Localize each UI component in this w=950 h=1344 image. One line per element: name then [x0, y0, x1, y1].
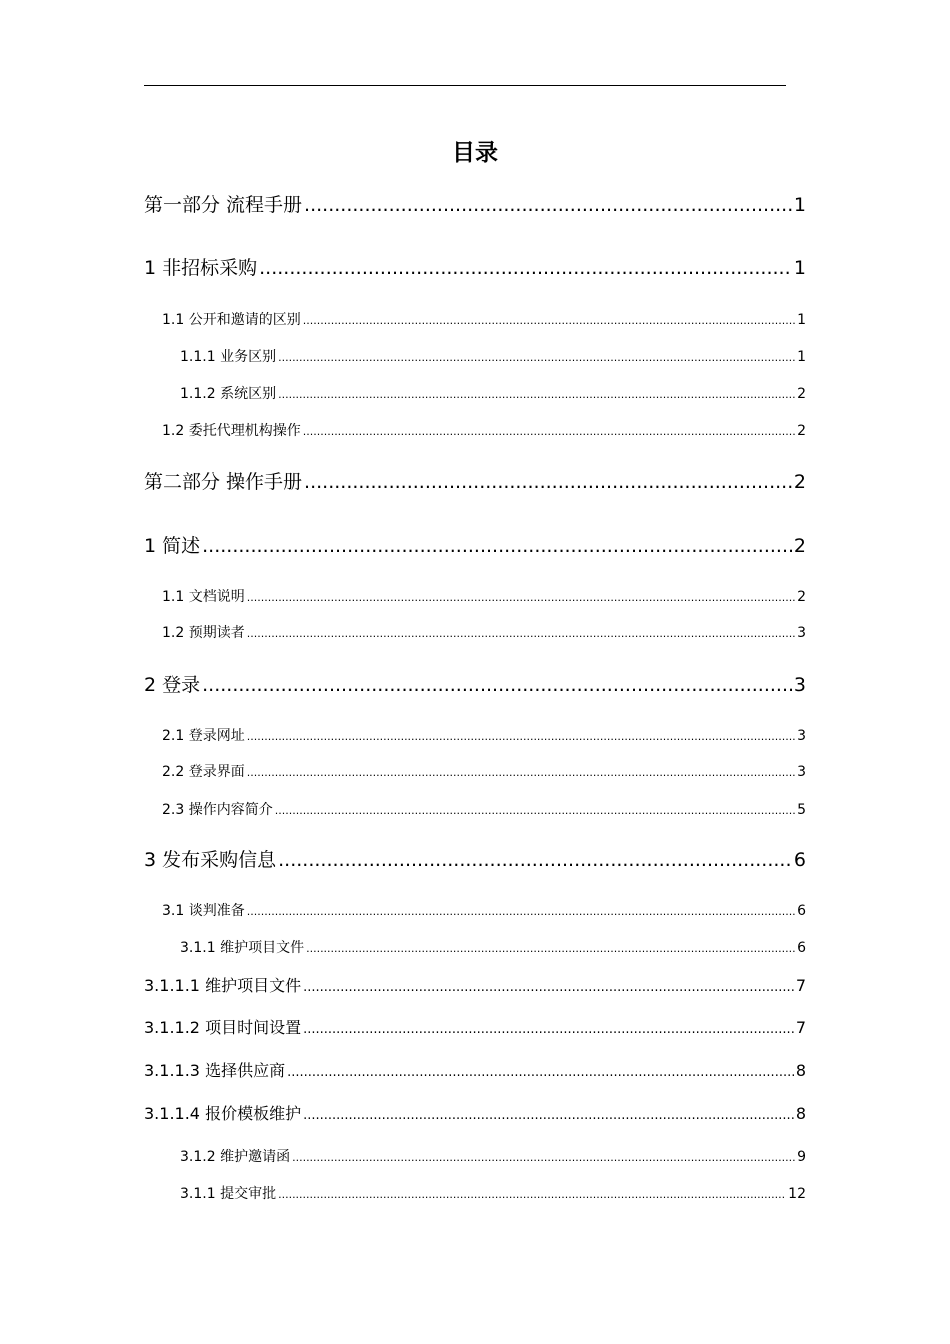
toc-entry[interactable]	[144, 255, 806, 281]
toc-page-number: 9	[797, 1149, 806, 1165]
toc-entry[interactable]	[180, 938, 806, 958]
toc-entry-text: 1.2 预期读者	[162, 625, 245, 641]
toc-leader-dots	[278, 1184, 786, 1205]
toc-entry[interactable]	[180, 1147, 806, 1167]
toc-entry-text: 3.1.1.1 维护项目文件	[144, 976, 302, 995]
toc-leader-dots	[247, 726, 795, 747]
toc-entry[interactable]	[162, 800, 806, 820]
toc-leader-dots	[287, 1060, 794, 1084]
toc-page-number: 1	[797, 349, 806, 365]
toc-entry[interactable]	[162, 310, 806, 330]
toc-leader-dots	[247, 623, 795, 644]
toc-leader-dots	[303, 421, 795, 442]
toc-page-number: 1	[793, 257, 806, 279]
toc-entry[interactable]	[162, 726, 806, 746]
toc-page-number: 3	[797, 764, 806, 780]
toc-entry[interactable]	[162, 901, 806, 921]
toc-page-number: 8	[795, 1104, 806, 1123]
toc-page-number: 3	[793, 674, 806, 696]
toc-entry[interactable]	[144, 1017, 806, 1039]
toc-leader-dots	[292, 1147, 795, 1168]
toc-entry-text: 1 非招标采购	[144, 257, 258, 279]
toc-entry-text: 3.1.1.2 项目时间设置	[144, 1018, 302, 1037]
toc-leader-dots	[306, 938, 795, 959]
toc-leader-dots	[202, 672, 792, 698]
toc-leader-dots	[303, 975, 794, 999]
toc-page-number: 8	[795, 1061, 806, 1080]
toc-entry[interactable]	[180, 1184, 806, 1204]
toc-page-number: 6	[797, 903, 806, 919]
toc-entry[interactable]	[144, 975, 806, 997]
toc-entry[interactable]	[144, 533, 806, 559]
toc-entry[interactable]	[162, 421, 806, 441]
toc-leader-dots	[303, 310, 795, 331]
toc-leader-dots	[304, 469, 792, 495]
toc-entry-text: 第二部分 操作手册	[144, 471, 303, 493]
toc-page-number: 12	[788, 1186, 806, 1202]
header-rule	[144, 85, 786, 86]
toc-entry-text: 3.1 谈判准备	[162, 903, 245, 919]
toc-entry-text: 3.1.1.4 报价模板维护	[144, 1104, 302, 1123]
toc-page-number: 2	[797, 589, 806, 605]
toc-entry-text: 1 简述	[144, 535, 201, 557]
toc-page-number: 6	[793, 849, 806, 871]
toc-entry-text: 3.1.1 提交审批	[180, 1186, 277, 1202]
toc-entry-text: 2.2 登录界面	[162, 764, 245, 780]
toc-leader-dots	[278, 384, 795, 405]
toc-entry-text: 1.1 文档说明	[162, 589, 245, 605]
toc-page-number: 2	[797, 423, 806, 439]
toc-entry[interactable]	[180, 384, 806, 404]
toc-entry[interactable]	[162, 587, 806, 607]
toc-leader-dots	[247, 762, 795, 783]
toc-entry[interactable]	[144, 847, 806, 873]
toc-entry[interactable]	[144, 672, 806, 698]
toc-page-number: 1	[797, 312, 806, 328]
toc-entry[interactable]	[144, 1103, 806, 1125]
toc-leader-dots	[259, 255, 792, 281]
toc-page-number: 7	[795, 1018, 806, 1037]
toc-entry-text: 3.1.1 维护项目文件	[180, 940, 305, 956]
toc-entry-text: 2.1 登录网址	[162, 728, 245, 744]
toc-entry-text: 1.2 委托代理机构操作	[162, 423, 301, 439]
toc-leader-dots	[247, 587, 795, 608]
toc-leader-dots	[247, 901, 795, 922]
toc-entry-text: 3.1.2 维护邀请函	[180, 1149, 291, 1165]
toc-leader-dots	[303, 1103, 794, 1127]
toc-leader-dots	[202, 533, 792, 559]
toc-title: 目录	[452, 140, 498, 166]
toc-entry-text: 1.1.2 系统区别	[180, 386, 277, 402]
toc-page-number: 1	[793, 194, 806, 216]
toc-entry[interactable]	[162, 623, 806, 643]
toc-leader-dots	[278, 347, 795, 368]
toc-page-number: 3	[797, 625, 806, 641]
toc-page-number: 2	[793, 535, 806, 557]
toc-entry-part-2[interactable]	[144, 469, 806, 495]
toc-entry-text: 3.1.1.3 选择供应商	[144, 1061, 286, 1080]
toc-page-number: 7	[795, 976, 806, 995]
toc-entry[interactable]	[162, 762, 806, 782]
toc-page-number: 2	[797, 386, 806, 402]
toc-entry[interactable]	[180, 347, 806, 367]
toc-leader-dots	[275, 800, 795, 821]
toc-entry-text: 2 登录	[144, 674, 201, 696]
toc-page-number: 3	[797, 728, 806, 744]
toc-page-number: 2	[793, 471, 806, 493]
toc-leader-dots	[303, 1017, 794, 1041]
toc-entry-text: 2.3 操作内容简介	[162, 802, 273, 818]
toc-entry-text: 1.1.1 业务区别	[180, 349, 277, 365]
toc-page-number: 5	[797, 802, 806, 818]
toc-page-number: 6	[797, 940, 806, 956]
toc-leader-dots	[278, 847, 792, 873]
toc-entry-text: 1.1 公开和邀请的区别	[162, 312, 301, 328]
toc-entry-part-1[interactable]	[144, 192, 806, 218]
toc-entry-text: 第一部分 流程手册	[144, 194, 303, 216]
toc-entry[interactable]	[144, 1060, 806, 1082]
toc-leader-dots	[304, 192, 792, 218]
toc-entry-text: 3 发布采购信息	[144, 849, 277, 871]
